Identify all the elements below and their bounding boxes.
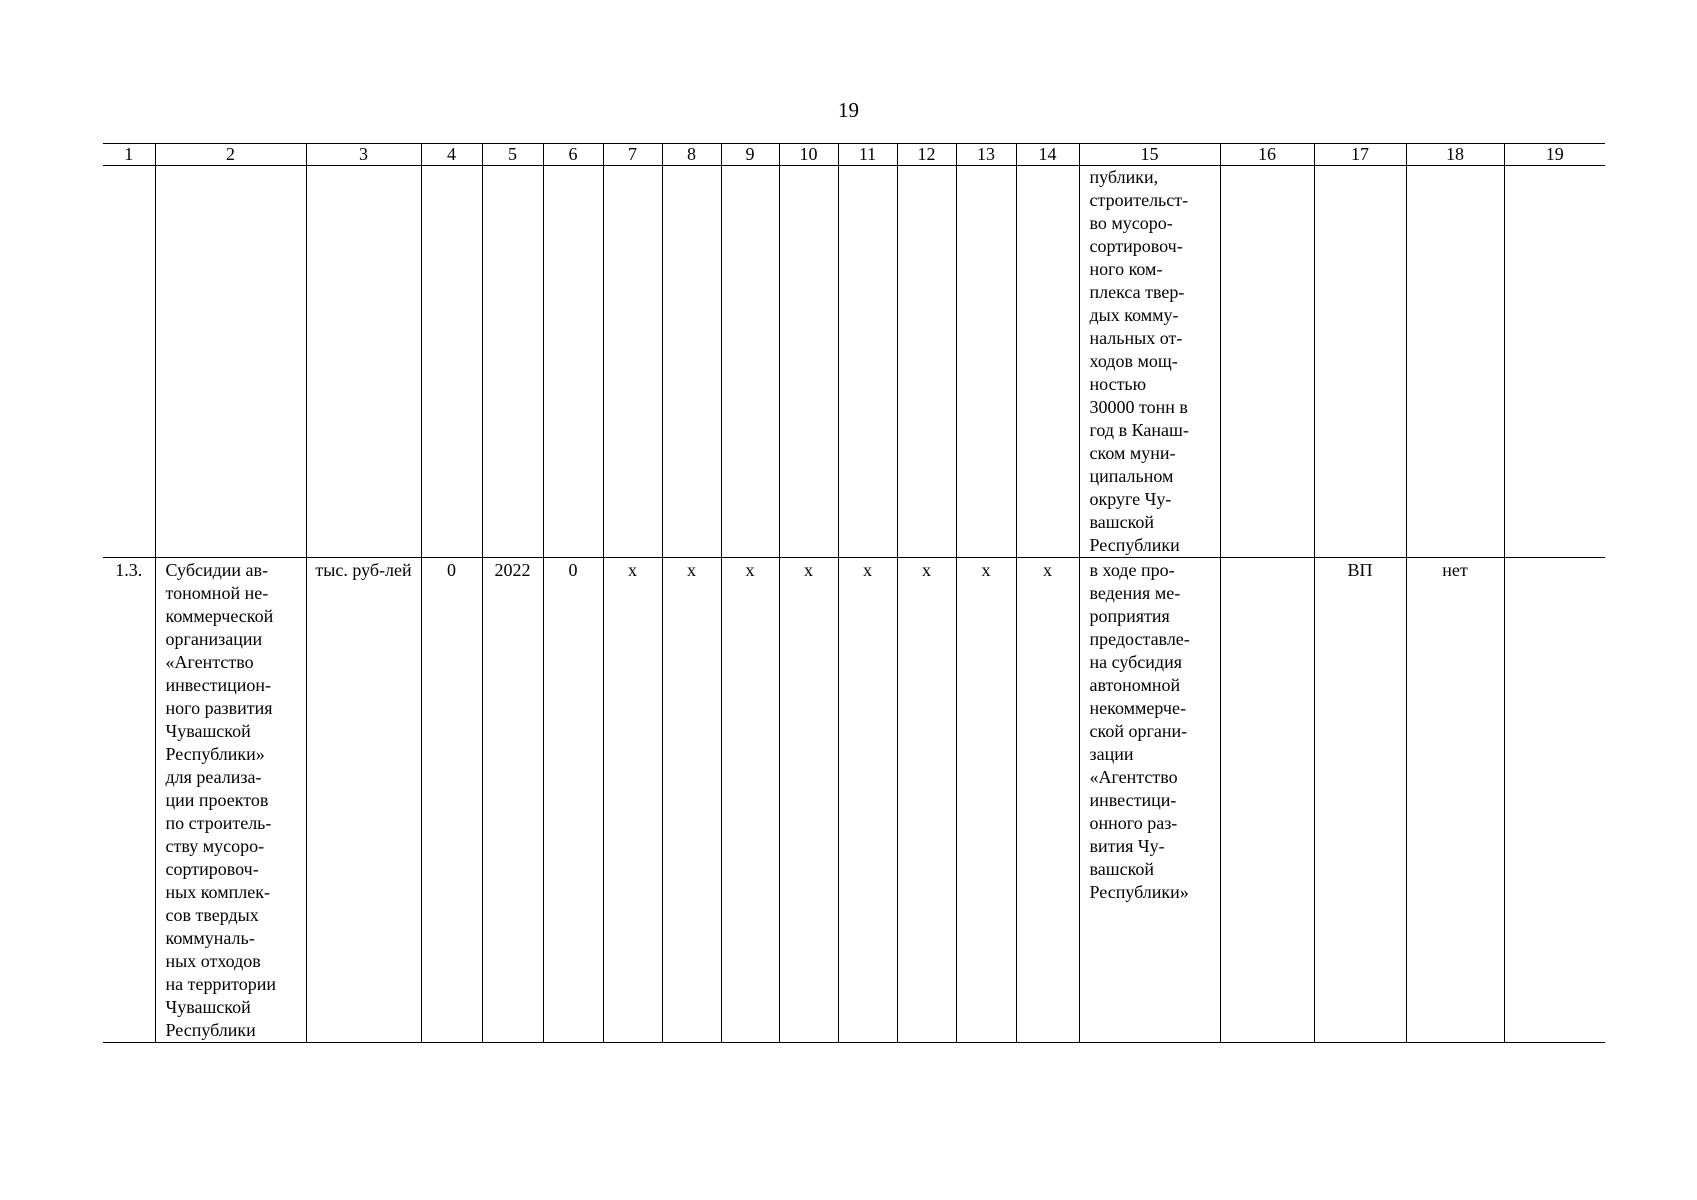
value-cell: x bbox=[838, 558, 897, 1043]
text-line: автономной bbox=[1089, 675, 1181, 695]
text-line: строительст- bbox=[1089, 190, 1189, 210]
header-cell: 19 bbox=[1504, 144, 1605, 166]
text-line: сортировоч- bbox=[165, 859, 259, 879]
text-line: ском муни- bbox=[1089, 443, 1176, 463]
text-line: ных комплек- bbox=[165, 882, 270, 902]
header-cell: 5 bbox=[482, 144, 543, 166]
text-line: Республики» bbox=[165, 744, 265, 764]
text-line: 30000 тонн в bbox=[1089, 397, 1188, 417]
text-line: плекса твер- bbox=[1089, 282, 1185, 302]
text-line: коммерческой bbox=[165, 606, 274, 626]
header-cell: 18 bbox=[1406, 144, 1504, 166]
text-line: «Агентство bbox=[1089, 767, 1178, 787]
text-line: ции проектов bbox=[165, 790, 269, 810]
value-cell: x bbox=[897, 558, 956, 1043]
text-line: вития Чу- bbox=[1089, 836, 1165, 856]
row-number-cell: 1.3. bbox=[103, 558, 155, 1043]
table-row bbox=[103, 558, 1605, 1043]
text-line: тономной не- bbox=[165, 583, 269, 603]
text-line: ходов мощ- bbox=[1089, 351, 1178, 371]
text-line: ству мусоро- bbox=[165, 836, 265, 856]
result-description-cell bbox=[1079, 166, 1220, 558]
text-line: для реализа- bbox=[165, 767, 262, 787]
text-line: Чувашской bbox=[165, 997, 251, 1017]
page-number: 19 bbox=[838, 98, 859, 122]
text-line: ного ком- bbox=[1089, 259, 1163, 279]
table-row-continuation bbox=[103, 166, 1605, 558]
text-line: ципальном bbox=[1089, 466, 1174, 486]
text-line: коммуналь- bbox=[165, 928, 255, 948]
text-line: Субсидии ав- bbox=[165, 560, 269, 580]
unit-cell: тыс. руб-лей bbox=[306, 558, 421, 1043]
text-line: по строитель- bbox=[165, 813, 272, 833]
text-line: нальных от- bbox=[1089, 328, 1183, 348]
text-line: предоставле- bbox=[1089, 629, 1190, 649]
value-cell: 0 bbox=[421, 558, 482, 1043]
result-description-cell bbox=[1079, 558, 1220, 1043]
text-line: Республики bbox=[165, 1020, 256, 1040]
text-line: вашской bbox=[1089, 859, 1155, 879]
header-cell: 12 bbox=[897, 144, 956, 166]
header-cell: 17 bbox=[1314, 144, 1406, 166]
header-cell: 10 bbox=[779, 144, 838, 166]
text-line: на субсидия bbox=[1089, 652, 1182, 672]
text-line: роприятия bbox=[1089, 606, 1170, 626]
text-line: ностью bbox=[1089, 374, 1147, 394]
text-line: некоммерче- bbox=[1089, 698, 1186, 718]
text-line: на территории bbox=[165, 974, 277, 994]
header-cell: 3 bbox=[306, 144, 421, 166]
header-cell: 2 bbox=[155, 144, 306, 166]
value-cell: ВП bbox=[1314, 558, 1406, 1043]
text-line: ведения ме- bbox=[1089, 583, 1181, 603]
text-line: ного развития bbox=[165, 698, 273, 718]
header-cell: 6 bbox=[543, 144, 603, 166]
header-cell: 4 bbox=[421, 144, 482, 166]
activity-name-cell bbox=[155, 558, 306, 1043]
header-cell: 13 bbox=[956, 144, 1016, 166]
value-cell bbox=[1504, 558, 1605, 1043]
value-cell: x bbox=[1016, 558, 1079, 1043]
header-cell: 7 bbox=[603, 144, 662, 166]
text-line: Республики bbox=[1089, 535, 1180, 555]
header-row bbox=[103, 144, 1605, 166]
header-cell: 9 bbox=[721, 144, 779, 166]
text-line: сортировоч- bbox=[1089, 236, 1183, 256]
text-line: Чувашской bbox=[165, 721, 251, 741]
value-cell: x bbox=[603, 558, 662, 1043]
text-line: во мусоро- bbox=[1089, 213, 1173, 233]
text-line: инвестици- bbox=[1089, 790, 1177, 810]
value-cell: x bbox=[956, 558, 1016, 1043]
value-cell bbox=[1220, 558, 1314, 1043]
text-line: Республики» bbox=[1089, 882, 1189, 902]
text-line: организации bbox=[165, 629, 263, 649]
year-cell: 2022 bbox=[482, 558, 543, 1043]
text-line: ных отходов bbox=[165, 951, 261, 971]
program-table bbox=[103, 143, 1605, 1043]
text-line: ской органи- bbox=[1089, 721, 1188, 741]
text-line: в ходе про- bbox=[1089, 560, 1175, 580]
value-cell: x bbox=[662, 558, 721, 1043]
text-line: публики, bbox=[1089, 167, 1159, 187]
header-cell: 8 bbox=[662, 144, 721, 166]
header-cell: 11 bbox=[838, 144, 897, 166]
value-cell: нет bbox=[1406, 558, 1504, 1043]
text-line: год в Канаш- bbox=[1089, 420, 1189, 440]
text-line: онного раз- bbox=[1089, 813, 1178, 833]
header-cell: 16 bbox=[1220, 144, 1314, 166]
value-cell: x bbox=[721, 558, 779, 1043]
text-line: зации bbox=[1089, 744, 1134, 764]
text-line: дых комму- bbox=[1089, 305, 1179, 325]
header-cell: 1 bbox=[103, 144, 155, 166]
text-line: сов твердых bbox=[165, 905, 259, 925]
text-line: инвестицион- bbox=[165, 675, 271, 695]
value-cell: 0 bbox=[543, 558, 603, 1043]
text-line: «Агентство bbox=[165, 652, 254, 672]
header-cell: 15 bbox=[1079, 144, 1220, 166]
header-cell: 14 bbox=[1016, 144, 1079, 166]
text-line: округе Чу- bbox=[1089, 489, 1172, 509]
text-line: вашской bbox=[1089, 512, 1155, 532]
value-cell: x bbox=[779, 558, 838, 1043]
